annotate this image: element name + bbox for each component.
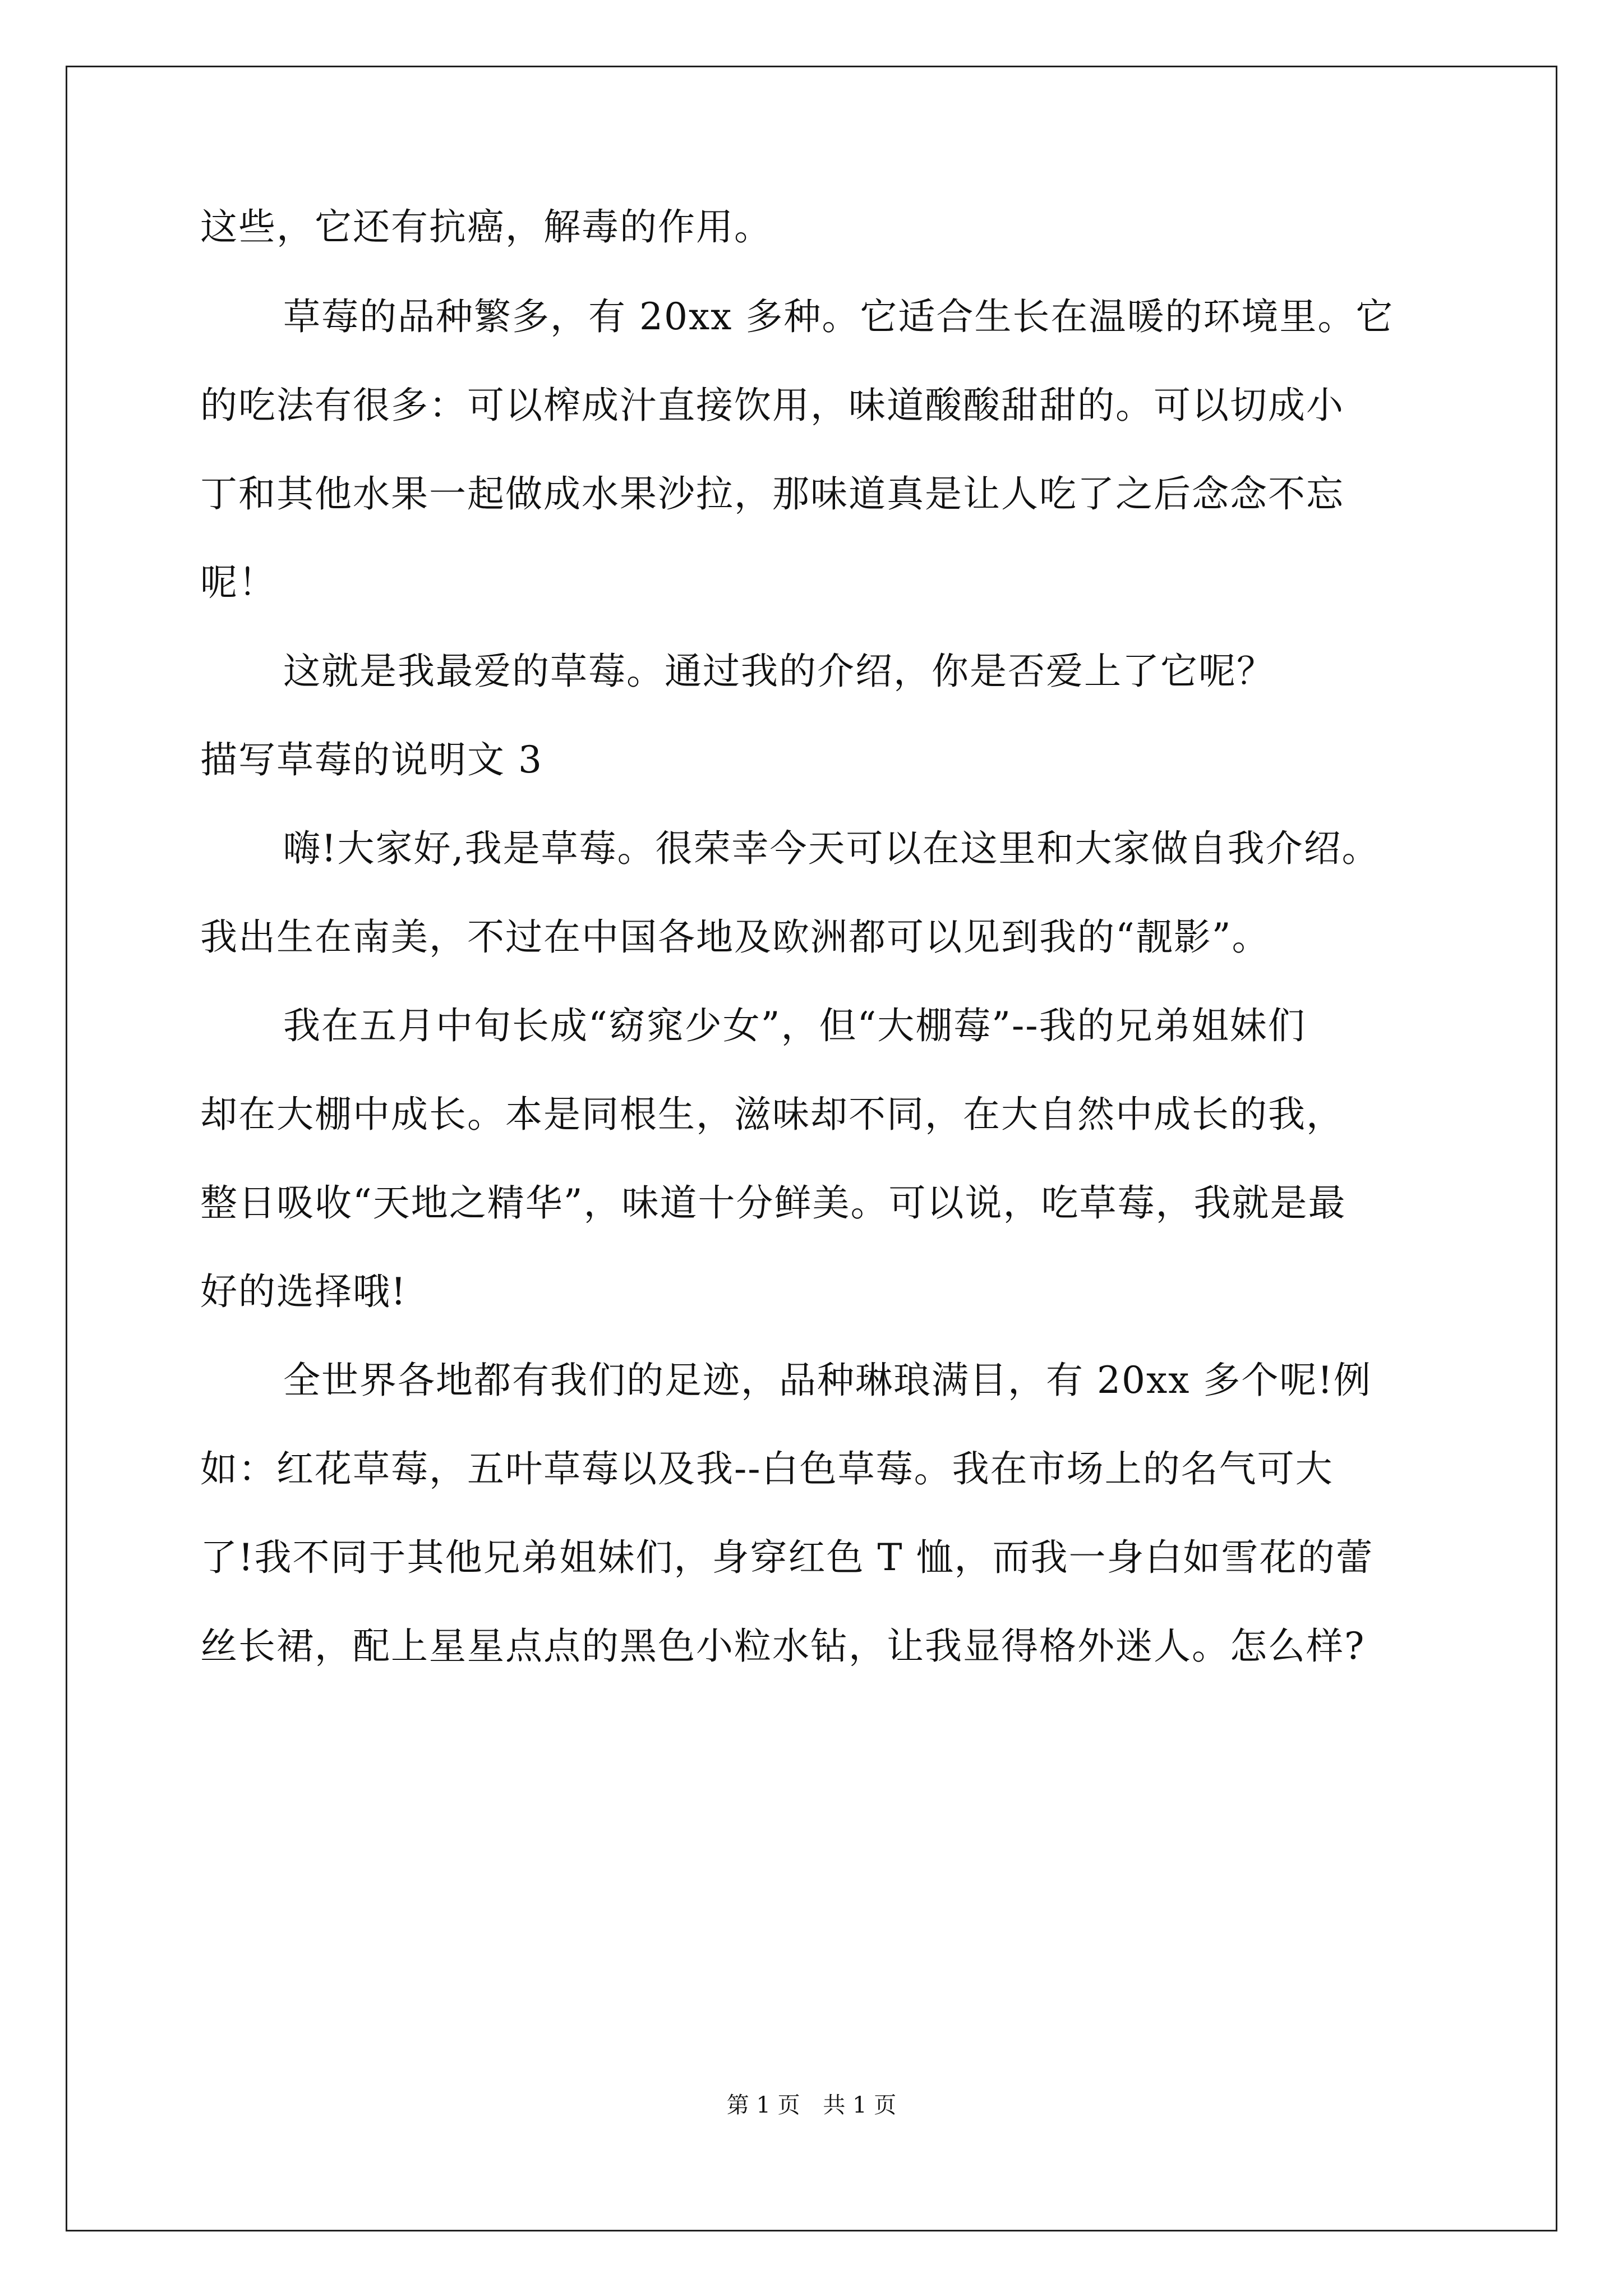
text-line: 了!我不同于其他兄弟姐妹们，身穿红色 T 恤，而我一身白如雪花的蕾	[200, 1536, 1374, 1579]
text-line: 这就是我最爱的草莓。通过我的介绍，你是否爱上了它呢？	[283, 650, 1275, 693]
text-line: 好的选择哦!	[200, 1270, 407, 1313]
text-line: 我在五月中旬长成“窈窕少女”，但“大棚莓”--我的兄弟姐妹们	[283, 1004, 1306, 1047]
text-line: 嗨!大家好,我是草莓。很荣幸今天可以在这里和大家做自我介绍。	[283, 827, 1380, 870]
text-line: 丝长裙，配上星星点点的黑色小粒水钻，让我显得格外迷人。怎么样?	[200, 1625, 1366, 1668]
text-line: 全世界各地都有我们的足迹，品种琳琅满目，有 20xx 多个呢!例	[283, 1359, 1372, 1402]
text-line: 丁和其他水果一起做成水果沙拉，那味道真是让人吃了之后念念不忘	[200, 472, 1344, 516]
text-line: 草莓的品种繁多，有 20xx 多种。它适合生长在温暖的环境里。它	[283, 295, 1394, 338]
text-line: 却在大棚中成长。本是同根生，滋味却不同，在大自然中成长的我，	[200, 1093, 1344, 1136]
page-total: 共 1 页	[823, 2092, 897, 2118]
page-footer	[0, 2091, 1623, 2119]
section-heading: 描写草莓的说明文 3	[200, 738, 543, 781]
text-line: 整日吸收“天地之精华”，味道十分鲜美。可以说，吃草莓，我就是最	[200, 1181, 1347, 1225]
text-line: 这些，它还有抗癌，解毒的作用。	[200, 205, 772, 249]
text-line: 呢！	[200, 561, 276, 604]
text-line: 我出生在南美，不过在中国各地及欧洲都可以见到我的“靓影”。	[200, 915, 1270, 959]
text-line: 的吃法有很多：可以榨成汁直接饮用，味道酸酸甜甜的。可以切成小	[200, 384, 1344, 427]
text-line: 如：红花草莓，五叶草莓以及我--白色草莓。我在市场上的名气可大	[200, 1447, 1334, 1490]
page-number: 第 1 页	[726, 2092, 800, 2118]
